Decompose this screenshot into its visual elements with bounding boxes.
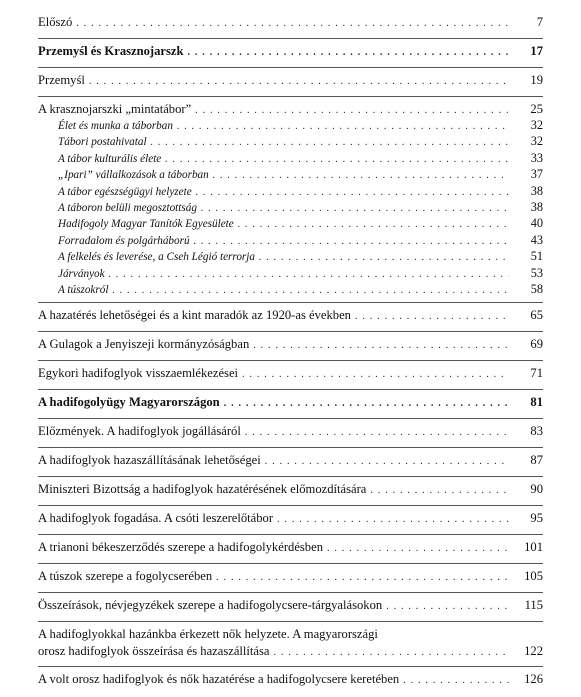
toc-entry-page: 87	[530, 453, 543, 468]
toc-entry	[38, 671, 543, 691]
toc-entry	[38, 365, 543, 385]
divider	[38, 666, 543, 667]
divider	[38, 302, 543, 303]
leader-dots	[370, 482, 509, 499]
toc-entry-title: A Gulagok a Jenyiszeji kormányzóságban	[38, 337, 250, 352]
toc-entry	[38, 510, 543, 530]
divider	[38, 389, 543, 390]
toc-entry	[38, 307, 543, 327]
leader-dots	[151, 135, 509, 150]
toc-entry-page: 19	[530, 73, 543, 87]
divider	[38, 563, 543, 564]
toc-subentry	[38, 282, 543, 298]
toc-subentry	[38, 118, 543, 134]
leader-dots	[76, 15, 509, 32]
toc-entry	[38, 394, 543, 414]
toc-entry-page: 115	[524, 598, 543, 613]
divider	[38, 621, 543, 622]
toc-entry-page: 83	[530, 424, 543, 439]
leader-dots	[216, 569, 509, 586]
toc-entry-page: 81	[530, 395, 543, 410]
toc-entry-title: A trianoni békeszerződés szerepe a hadifogolykérdésben	[38, 540, 323, 555]
toc-entry-title: A hadifoglyok hazaszállításának lehetőségei	[38, 453, 261, 468]
leader-dots	[188, 44, 510, 61]
toc-entry-page: 126	[524, 672, 543, 687]
toc-entry-title: Összeírások, névjegyzékek szerepe a hadifogolycsere-tárgyalásokon	[38, 598, 383, 613]
toc-subentry	[38, 233, 543, 249]
toc-subentry-page: 33	[530, 150, 543, 165]
leader-dots	[195, 102, 509, 119]
toc-subentry-page: 51	[530, 249, 543, 264]
toc-entry	[38, 568, 543, 588]
leader-dots	[112, 283, 509, 298]
toc-entry-title: Előzmények. A hadifoglyok jogállásáról	[38, 424, 241, 439]
toc-subentry-title: A tábor egészségügyi helyzete	[58, 185, 192, 198]
divider	[38, 96, 543, 97]
toc-entry-page: 25	[530, 102, 543, 116]
leader-dots	[224, 395, 509, 412]
divider	[38, 505, 543, 506]
toc-entry	[38, 452, 543, 472]
toc-subentry-title: Tábori postahivatal	[58, 136, 147, 149]
toc-entry-page: 101	[524, 540, 543, 555]
divider	[38, 418, 543, 419]
toc-entry-title: A hazatérés lehetőségei és a kint maradók az 1920-as években	[38, 308, 351, 323]
toc-subentry	[38, 151, 543, 167]
toc-entry	[38, 101, 543, 118]
toc-entry-page: 17	[530, 44, 543, 58]
toc-entry-title: Przemyśl	[38, 73, 85, 87]
divider	[38, 476, 543, 477]
divider	[38, 447, 543, 448]
toc-subentry-page: 37	[530, 167, 543, 182]
divider	[38, 534, 543, 535]
toc-subentry-title: Forradalom és polgárháború	[58, 234, 190, 247]
leader-dots	[213, 168, 509, 183]
toc-subentry	[38, 200, 543, 216]
divider	[38, 331, 543, 332]
toc-subentry-title: A túszokról	[58, 284, 109, 297]
leader-dots	[177, 119, 509, 134]
toc-subentry-page: 32	[530, 118, 543, 132]
leader-dots	[196, 185, 509, 200]
leader-dots	[242, 366, 509, 383]
toc-entry	[38, 336, 543, 356]
leader-dots	[201, 201, 509, 216]
toc-entry-title-line1: A hadifoglyokkal hazánkba érkezett nők helyzete. A magyarországi	[38, 627, 378, 642]
toc-entry	[38, 481, 543, 501]
table-of-contents	[38, 14, 543, 691]
toc-entry-title: A krasznojarszki „mintatábor”	[38, 102, 192, 116]
leader-dots	[259, 250, 509, 265]
toc-entry-page: 122	[524, 644, 543, 659]
toc-subentry	[38, 266, 543, 282]
toc-subentry-title: A táboron belüli megosztottság	[58, 202, 197, 215]
leader-dots	[245, 424, 509, 441]
leader-dots	[238, 217, 509, 232]
toc-subentry-title: Élet és munka a táborban	[58, 120, 173, 132]
divider	[38, 67, 543, 68]
leader-dots	[109, 267, 509, 282]
toc-entry	[38, 626, 543, 662]
toc-subentry-page: 43	[530, 232, 543, 247]
toc-entry	[38, 14, 543, 34]
toc-subentry-title: „Ipari” vállalkozások a táborban	[58, 169, 209, 182]
toc-entry-page: 65	[530, 308, 543, 323]
toc-subentry-title: A tábor kulturális élete	[58, 152, 162, 165]
toc-entry-page: 105	[524, 569, 543, 584]
toc-entry-page: 69	[530, 337, 543, 352]
toc-entry-page: 71	[530, 366, 543, 381]
toc-entry-title: A hadifoglyok fogadása. A csóti leszerelőtábor	[38, 511, 274, 526]
toc-subentry-title: Járványok	[58, 267, 105, 280]
toc-subentry-page: 38	[530, 200, 543, 215]
leader-dots	[277, 511, 509, 528]
leader-dots	[165, 152, 509, 167]
leader-dots	[355, 308, 509, 325]
leader-dots	[274, 644, 510, 661]
toc-entry-title: Előszó	[38, 15, 73, 29]
leader-dots	[386, 598, 509, 615]
toc-entry-title: A hadifogolyügy Magyarországon	[38, 395, 220, 410]
toc-subentry-page: 32	[530, 134, 543, 149]
toc-entry-title: Miniszteri Bizottság a hadifoglyok hazatérésének előmozdítására	[38, 482, 367, 497]
toc-subentry	[38, 134, 543, 150]
toc-subentry-page: 38	[530, 183, 543, 198]
toc-entry	[38, 597, 543, 617]
leader-dots	[253, 337, 509, 354]
toc-subentry-title: Hadifogoly Magyar Tanítók Egyesülete	[58, 218, 234, 231]
toc-subentry	[38, 216, 543, 232]
toc-entry	[38, 43, 543, 63]
toc-subentry-title: A felkelés és leverése, a Cseh Légió terrorja	[58, 251, 255, 264]
toc-subentry	[38, 184, 543, 200]
divider	[38, 360, 543, 361]
toc-entry-title: A volt orosz hadifoglyok és nők hazatérése a hadifogolycsere keretében	[38, 672, 400, 687]
leader-dots	[89, 73, 509, 90]
leader-dots	[194, 234, 509, 249]
toc-subentry	[38, 249, 543, 265]
toc-entry-title-line2: orosz hadifoglyok összeírása és hazaszállítása	[38, 644, 270, 659]
leader-dots	[327, 540, 509, 557]
toc-subentry	[38, 167, 543, 183]
toc-subentry-page: 53	[530, 265, 543, 280]
toc-entry	[38, 539, 543, 559]
toc-entry-title: A túszok szerepe a fogolycserében	[38, 569, 213, 584]
divider	[38, 592, 543, 593]
toc-entry-title: Przemyśl és Krasznojarszk	[38, 44, 184, 58]
toc-entry	[38, 423, 543, 443]
toc-subentry-page: 40	[530, 216, 543, 231]
toc-subentry-page: 58	[530, 282, 543, 297]
leader-dots	[265, 453, 509, 470]
divider	[38, 38, 543, 39]
leader-dots	[403, 672, 509, 689]
toc-entry	[38, 72, 543, 92]
toc-entry-page: 90	[530, 482, 543, 497]
toc-entry-page: 95	[530, 511, 543, 526]
toc-entry-page: 7	[536, 15, 543, 29]
toc-entry-title: Egykori hadifoglyok visszaemlékezései	[38, 366, 239, 381]
